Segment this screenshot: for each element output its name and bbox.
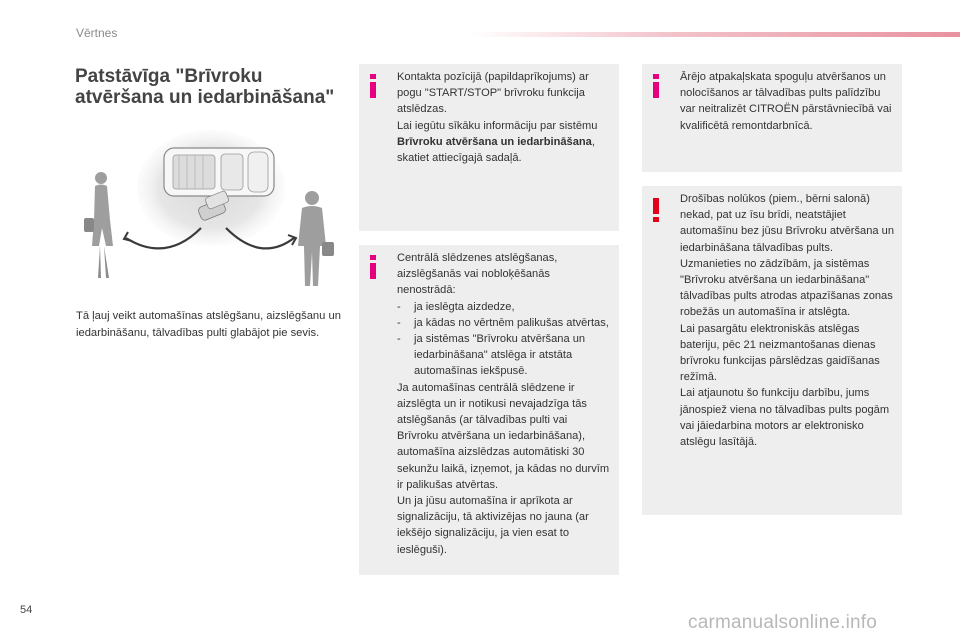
info-box-central-locking bbox=[359, 245, 619, 575]
list-item: - ja kādas no vērtnēm palikušas atvērtas, bbox=[397, 316, 609, 329]
list-item: - ja ieslēgta aizdedze, bbox=[397, 300, 515, 313]
info-box-mirrors bbox=[642, 64, 902, 172]
info-icon bbox=[367, 74, 379, 98]
info-paragraph: Un ja jūsu automašīna ir aprīkota ar signalizāciju, tā aktivizējas no jauna (ar iekšējo signalizāciju, ja vien esat to ieslēguši). bbox=[397, 495, 589, 556]
info-paragraph: Kontakta pozīcijā (papildaprīkojums) ar pogu "START/STOP" brīvroku funkcija atslēdzas. bbox=[397, 71, 589, 116]
list-item: - ja sistēmas "Brīvroku atvēršana un iedarbināšana" atslēga ir atstāta automašīnas iekšpusē. bbox=[397, 333, 586, 378]
info-icon bbox=[367, 255, 379, 279]
info-paragraph: Ja automašīnas centrālā slēdzene ir aizslēgta un ir notikusi nevajadzīga tās atslēgšanās (ar tālvadības pulti vai Brīvroku atvēršana un iedarbināšana), automašīna aizslēdzas automātiski 30 sekunžu laikā, izņemot, ja kādas no durvīm ir palikušas atvērtas. bbox=[397, 381, 610, 491]
warning-box-safety-text bbox=[680, 191, 894, 450]
info-box-start-stop-text bbox=[397, 69, 611, 166]
info-box-start-stop bbox=[359, 64, 619, 231]
header-accent-bar bbox=[470, 32, 960, 37]
info-box-mirrors-text bbox=[680, 69, 894, 134]
info-icon bbox=[650, 74, 662, 98]
warning-paragraph: Uzmanieties no zādzībām, ja sistēmas "Brīvroku atvēršana un iedarbināšana" tālvadības pults atrodas atpazīšanas zonas robežās un automašīna ir atslēgta. bbox=[680, 257, 893, 319]
info-paragraph: Centrālā slēdzenes atslēgšanas, aizslēgšanās vai nobloķēšanās nenostrādā: bbox=[397, 252, 558, 297]
warning-paragraph: Lai pasargātu elektroniskās atslēgas bateriju, pēc 21 neizmantošanas dienas brīvroku funkcijas pārslēdzas gaidīšanas režīmā. bbox=[680, 322, 880, 384]
info-box-central-locking-text bbox=[397, 250, 611, 558]
section-title: Patstāvīga "Brīvroku atvēršana un iedarbināšana" bbox=[75, 66, 335, 108]
bold-term: Brīvroku atvēršana un iedarbināšana bbox=[397, 135, 592, 148]
header-title: Vērtnes bbox=[76, 26, 118, 40]
info-paragraph: Ārējo atpakaļskata spoguļu atvēršanos un nolocīšanos ar tālvadības pults palīdzību var neitralizēt CITROËN pārstāvniecībā vai kvalificētā remontdarbnīcā. bbox=[680, 71, 892, 132]
watermark: carmanualsonline.info bbox=[688, 612, 878, 633]
warning-paragraph: Lai atjaunotu šo funkciju darbību, jums jānospiež viena no tālvadības pults pogām vai jāiedarbina motors ar elektronisko atslēgu lasītājā. bbox=[680, 387, 890, 449]
woman-silhouette-icon bbox=[84, 172, 113, 278]
car-top-view-icon bbox=[164, 148, 274, 196]
man-silhouette-icon bbox=[298, 191, 334, 286]
intro-text: Tā ļauj veikt automašīnas atslēgšanu, aizslēgšanu un iedarbināšanu, tālvadības pulti glabājot pie sevis. bbox=[76, 310, 341, 339]
warning-paragraph: Drošības nolūkos (piem., bērni salonā) nekad, pat uz īsu brīdi, neatstājiet automašīnu bez jūsu Brīvroku atvēršana un iedarbināšana tālvadības pults. bbox=[680, 193, 894, 254]
hands-free-illustration bbox=[76, 128, 344, 286]
warning-box-safety bbox=[642, 186, 902, 515]
info-paragraph: Lai iegūtu sīkāku informāciju par sistēmu Brīvroku atvēršana un iedarbināšana, skatiet attiecīgajā sadaļā. bbox=[397, 119, 598, 165]
page-number: 54 bbox=[20, 604, 33, 616]
warning-exclamation-icon bbox=[650, 198, 662, 222]
